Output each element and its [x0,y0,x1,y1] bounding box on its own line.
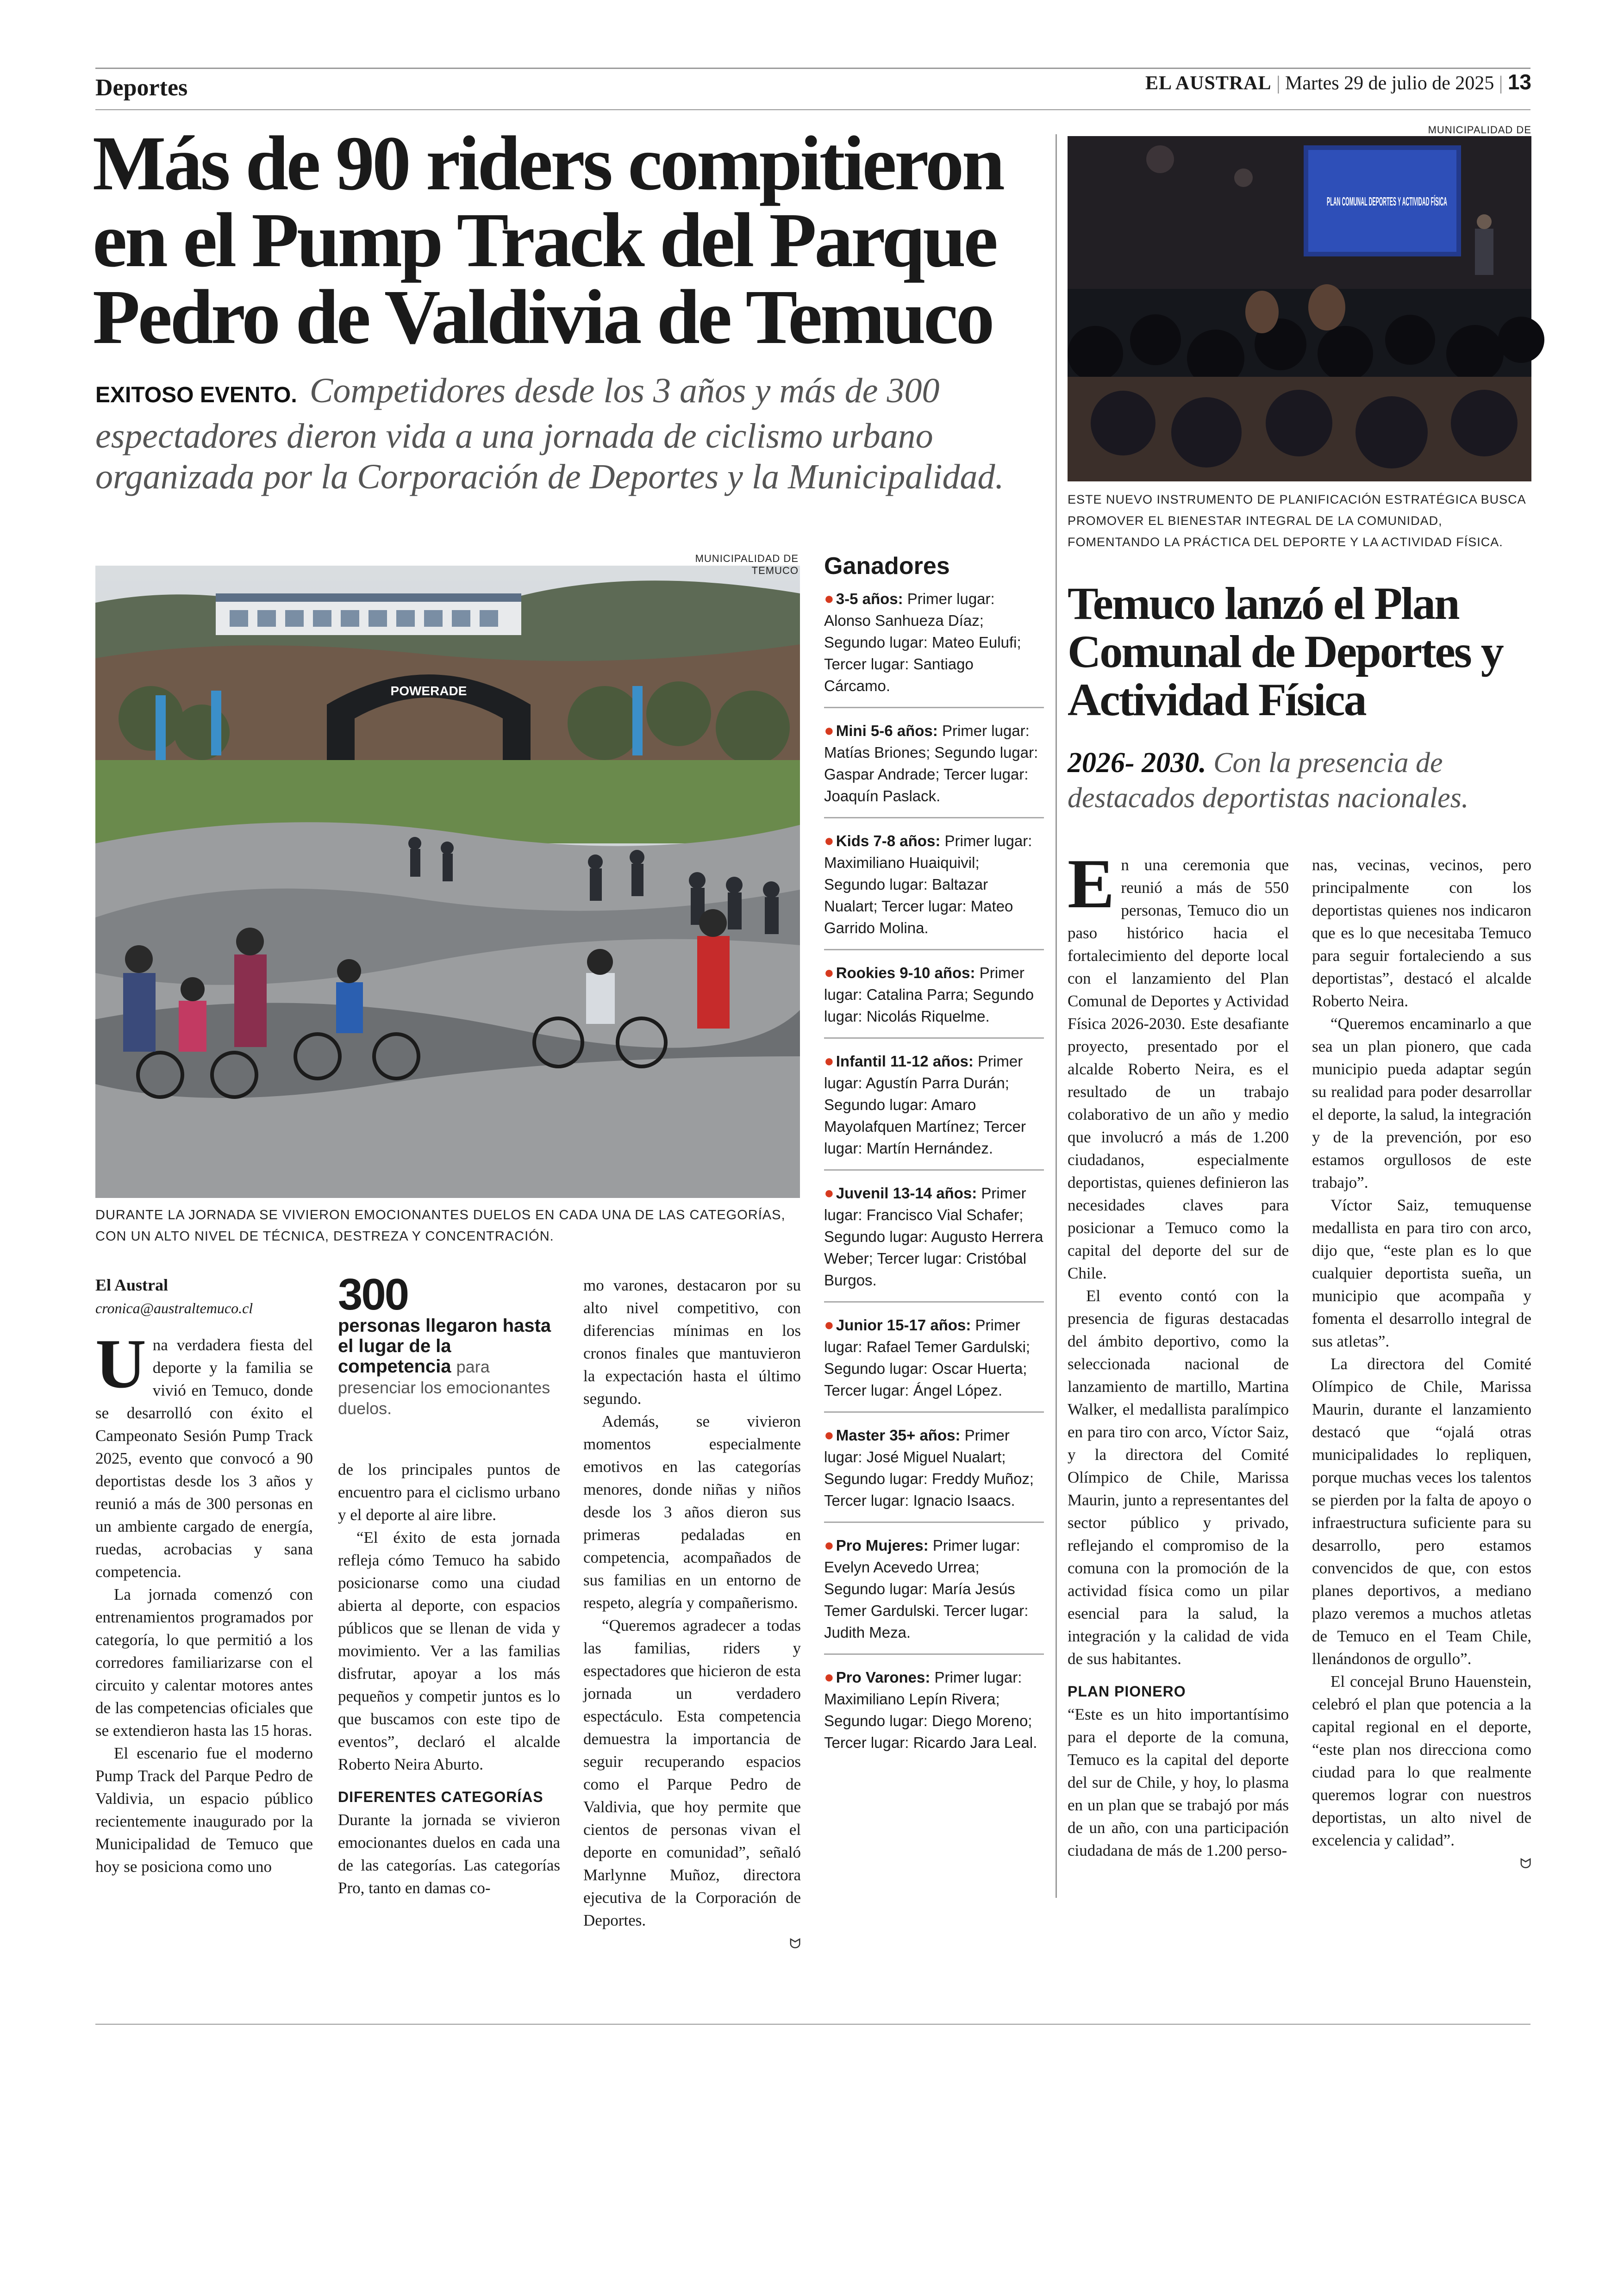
second-col2-paragraph-2: “Queremos encaminarlo a que sea un plan pionero, que cada municipio pueda adaptar según su realidad para poder desarrollar el deporte, la salud, la integración y de la prevención, por eso estamos orgullosos de este trabajo”. [1312,1015,1531,1191]
winners-item: ● Kids 7-8 años: Primer lugar: Maximiliano Huaiquivil; Segundo lugar: Baltazar Nualart; Tercer lugar: Mateo Garrido Molina. [824,829,1044,950]
winners-item: ● Junior 15-17 años: Primer lugar: Rafael Temer Gardulski; Segundo lugar: Oscar Huerta; Tercer lugar: Ángel López. [824,1314,1044,1413]
winners-item: ● Pro Varones: Primer lugar: Maximiliano Lepín Rivera; Segundo lugar: Diego Moreno; Tercer lugar: Ricardo Jara Leal. [824,1667,1037,1751]
col2-paragraph-2: “El éxito de esta jornada refleja cómo Temuco ha sabido posicionarse como una ciudad abierta al deporte, con espacios públicos que se llenan de vida y movimiento. Ver a las familias disfrutar, apoyar a los más pequeños y competir juntos es lo que buscamos con este tipo de eventos”, declaró el alcalde Roberto Neira Aburto. [338,1528,560,1773]
main-column-1 [95,1274,313,1878]
second-col2-paragraph-1: nas, vecinas, vecinos, pero principalmente con los deportistas quienes nos indicaron que es lo que necesitaba Temuco para seguir fortaleciendo a sus deportistas”, destacó el alcalde Roberto Neira. [1312,856,1531,1010]
col2-paragraph-3: Durante la jornada se vivieron emocionantes duelos en cada una de las categorías. Las categorías Pro, tanto en damas co- [338,1811,560,1897]
dropcap: E [1068,845,1115,923]
main-headline: Más de 90 riders compitieron en el Pump Track del Parque Pedro de Valdivia de Temuco [93,120,1003,360]
header-rule [95,109,1530,110]
main-column-3 [583,1274,801,1955]
bullet-icon: ● [824,831,834,850]
ceremony-illustration [1068,136,1531,481]
winners-title: Ganadores [824,553,950,580]
screen-text: PLAN COMUNAL DEPORTES Y ACTIVIDAD FÍSICA [1327,194,1448,208]
winners-item: ● Rookies 9-10 años: Primer lugar: Catalina Parra; Segundo lugar: Nicolás Riquelme. [824,961,1044,1039]
bullet-icon: ● [824,1051,834,1070]
second-headline: Temuco lanzó el Plan Comunal de Deportes y Actividad Física [1068,578,1503,725]
pump-track-photo [95,566,800,1198]
second-lead [1068,745,1535,816]
bullet-icon: ● [824,1425,834,1444]
winners-item: ● 3-5 años: Primer lugar: Alonso Sanhueza Díaz; Segundo lugar: Mateo Eulufi; Tercer lugar: Santiago Cárcamo. [824,587,1044,708]
winners-item: ● Infantil 11-12 años: Primer lugar: Agustín Parra Durán; Segundo lugar: Amaro Mayolafquen Martínez; Tercer lugar: Martín Hernández. [824,1050,1044,1171]
second-col1-paragraph-1: n una ceremonia que reunió a más de 550 personas, Temuco dio un paso histórico hacia el fortalecimiento del deporte local con el lanzamiento del Plan Comunal de Deportes y Actividad Física 2026-2030. Este desafiante proyecto, presentado por el alcalde Roberto Neira, es el resultado de un trabajo colaborativo de un año y medio que involucró a más de 1.200 ciudadanos, especialmente deportistas, quienes definieron las necesidades claves para posicionar a Temuco como la capital del deporte del sur de Chile. [1068,856,1289,1282]
col3-paragraph-1: mo varones, destacaron por su alto nivel competitivo, con diferencias mínimas en los cronos finales que mantuvieron la expectación hasta el último segundo. [583,1276,801,1408]
pull-quote [338,1270,560,1419]
bullet-icon: ● [824,1667,834,1686]
pump-track-illustration [95,566,800,1198]
second-col2-paragraph-3: Víctor Saiz, temuquense medallista en para tiro con arco, dijo que, “este plan es lo que cualquier deportista sueña, un municipio que acompaña y fomenta el desarrollo integral de sus atletas”. [1312,1196,1531,1350]
arch-banner-text: POWERADE [390,684,467,698]
end-mark-icon: ᗢ [1520,1856,1531,1872]
main-lead [95,370,1049,497]
bullet-icon: ● [824,963,834,982]
second-col2-paragraph-5: El concejal Bruno Hauenstein, celebró el plan que potencia a la capital regional en el deporte, “este plan nos direcciona como ciudad para lo que realmente queremos lograr con nuestros deportistas, un alto nivel de excelencia y calidad”. [1312,1672,1531,1849]
second-lead-text: Con la presencia de destacados deportistas nacionales. [1068,747,1469,814]
winners-box [824,555,1044,1775]
winners-item: ● Mini 5-6 años: Primer lugar: Matías Briones; Segundo lugar: Gaspar Andrade; Tercer lugar: Joaquín Paslack. [824,719,1044,818]
pull-quote-subtext: para presenciar los emocionantes duelos. [338,1357,550,1418]
col3-paragraph-3: “Queremos agradecer a todas las familias, riders y espectadores que hicieron de esta jornada un verdadero espectáculo. Esta competencia demuestra la importancia de seguir recuperando espacios como el Parque Pedro de Valdivia, que hoy permite que cientos de personas vivan el deporte en comunidad”, señaló Marlynne Muñoz, directora ejecutiva de la Corporación de Deportes. [583,1616,801,1929]
ceremony-photo-caption: ESTE NUEVO INSTRUMENTO DE PLANIFICACIÓN ESTRATÉGICA BUSCA PROMOVER EL BIENESTAR INTEGRAL DE LA COMUNIDAD, FOMENTANDO LA PRÁCTICA DEL DEPORTE Y LA ACTIVIDAD FÍSICA. [1068,493,1526,549]
second-col1-paragraph-3: “Este es un hito importantísimo para el deporte de la comuna, Temuco es la capital del deporte del sur de Chile, y hoy, lo plasma en un plan que se trabajó por más de un año, con una participación ciudadana de más de 1.200 perso- [1068,1705,1289,1859]
byline-name: El Austral [95,1276,169,1294]
col3-paragraph-2: Además, se vivieron momentos especialmente emotivos en las categorías menores, donde niñas y niños desde los 3 años dieron sus primeras pedaladas en competencia, acompañados de sus familias en un entorno de respeto, alegría y compañerismo. [583,1412,801,1612]
winners-item: ● Master 35+ años: Primer lugar: José Miguel Nualart; Segundo lugar: Freddy Muñoz; Tercer lugar: Ignacio Isaacs. [824,1424,1044,1523]
main-column-2 [338,1458,560,1899]
pull-quote-number: 300 [338,1270,408,1319]
page-number: 13 [1507,70,1531,94]
bullet-icon: ● [824,1183,834,1202]
bullet-icon: ● [824,1535,834,1554]
bullet-icon: ● [824,589,834,608]
publication-name: EL AUSTRAL [1145,73,1272,94]
winners-item: ● Pro Mujeres: Primer lugar: Evelyn Acevedo Urrea; Segundo lugar: María Jesús Temer Gardulski. Tercer lugar: Judith Meza. [824,1534,1044,1655]
col2-paragraph-1: de los principales puntos de encuentro para el ciclismo urbano y el deporte al aire libre. [338,1460,560,1524]
ceremony-photo-credit: MUNICIPALIDAD DE [1428,124,1531,136]
pump-track-photo-credit: MUNICIPALIDAD DE TEMUCO [695,553,799,576]
main-kicker: EXITOSO EVENTO. [95,383,297,407]
pump-track-photo-caption: DURANTE LA JORNADA SE VIVIERON EMOCIONANTES DUELOS EN CADA UNA DE LAS CATEGORÍAS, CON UN ALTO NIVEL DE TÉCNICA, DESTREZA Y CONCENTRACIÓN. [95,1208,786,1244]
second-col2-paragraph-4: La directora del Comité Olímpico de Chile, Marissa Maurin, durante el lanzamiento destacó que “ojalá otras municipalidades lo repliquen, porque muchas veces los talentos se pierden por la falta de apoyo o infraestructura suficiente para su desarrollo, pero estamos convencidos de que, con estos planes deportivos, a mediano plazo veremos a muchos atletas de Temuco en el Team Chile, llenándonos de orgullo”. [1312,1355,1531,1668]
winners-item: ● Juvenil 13-14 años: Primer lugar: Francisco Vial Schafer; Segundo lugar: Augusto Herrera Weber; Tercer lugar: Cristóbal Burgos. [824,1182,1044,1303]
col1-paragraph-2: La jornada comenzó con entrenamientos programados por categoría, lo que permitió a los corredores familiarizarse con el circuito y calentar motores antes de las competencias oficiales que se extendieron hasta las 15 horas. [95,1585,313,1740]
second-col1-subhead: PLAN PIONERO [1068,1683,1186,1700]
second-lead-bold: 2026- 2030. [1068,747,1206,779]
main-lead-text: Competidores desde los 3 años y más de 300 espectadores dieron vida a una jornada de ciclismo urbano organizada por la Corporación de Deportes y la Municipalidad. [95,371,1004,496]
folio: EL AUSTRAL | Martes 29 de julio de 2025 | 13 [1145,70,1531,94]
dropcap: U [95,1325,146,1403]
second-column-2 [1312,854,1531,1875]
article-divider [1056,134,1057,1898]
pull-quote-text: personas llegaron hasta el lugar de la competencia [338,1316,551,1377]
col1-paragraph-3: El escenario fue el moderno Pump Track del Parque Pedro de Valdivia, un espacio público recientemente inaugurado por la Municipalidad de Temuco que hoy se posiciona como uno [95,1744,313,1876]
bottom-rule [95,2024,1530,2025]
bullet-icon: ● [824,721,834,740]
byline-email: cronica@australtemuco.cl [95,1300,253,1316]
section-label: Deportes [95,75,188,101]
end-mark-icon: ᗢ [789,1936,801,1952]
bullet-icon: ● [824,1315,834,1334]
col1-paragraph-1: na verdadera fiesta del deporte y la familia se vivió en Temuco, donde se desarrolló con éxito el Campeonato Sesión Pump Track 2025, evento que convocó a 90 deportistas desde los 3 años y reunió a más de 300 personas en un ambiente cargado de energía, ruedas, acrobacias y sana competencia. [95,1336,313,1581]
issue-date: Martes 29 de julio de 2025 [1285,73,1494,94]
second-col1-paragraph-2: El evento contó con la presencia de figuras destacadas del ámbito deportivo, como la seleccionada nacional de lanzamiento de martillo, Martina Walker, el medallista paralímpico en para tiro con arco, Víctor Saiz, y la directora del Comité Olímpico de Chile, Marissa Maurin, junto a representantes del sector público y privado, reflejando el compromiso de la comuna con la promoción de la actividad física como un pilar esencial para la salud, la integración y la calidad de vida de sus habitantes. [1068,1287,1289,1668]
ceremony-photo [1068,136,1531,481]
top-rule [95,68,1530,69]
byline [95,1274,313,1320]
second-column-1 [1068,845,1289,1862]
col2-subhead: DIFERENTES CATEGORÍAS [338,1789,543,1805]
